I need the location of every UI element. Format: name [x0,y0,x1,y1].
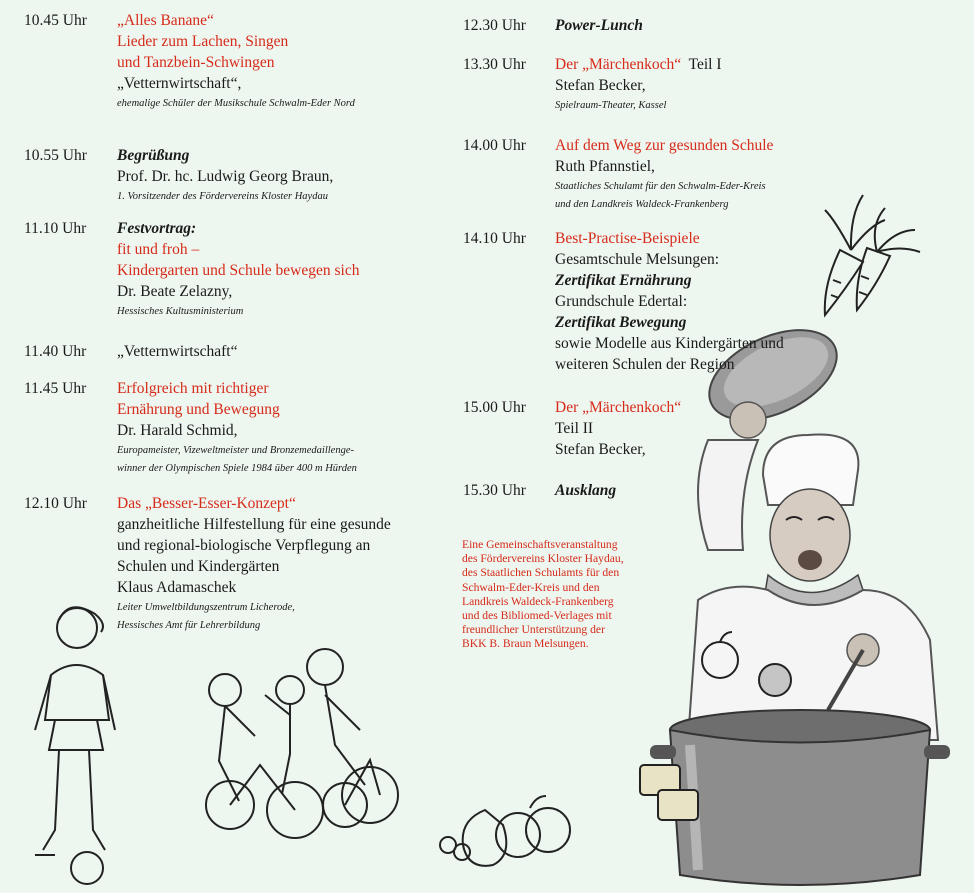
entry-line-text: Grundschule Edertal: [555,293,688,310]
entry-line-text: Hessisches Kultusministerium [117,306,244,317]
entry-line [555,75,968,96]
entry-line [117,460,455,477]
organizer-note-line: und des Bibliomed-Verlages mit [462,609,612,623]
entry-line [117,420,455,441]
entry-line-text: Teil II [555,420,594,437]
entry-line [117,341,455,362]
entry-line [117,188,455,205]
entry-line [117,535,455,556]
organizer-note-line: freundlicher Unterstützung der [462,623,605,637]
entry-line [117,514,455,535]
organizer-note-line: Landkreis Waldeck-Frankenberg [462,594,614,608]
entry-line [117,52,455,73]
entry-line-text: Europameister, Vizeweltmeister und Bronzemedaillenge- [117,445,354,456]
entry-line-text: Festvortrag: [117,220,197,237]
organizer-note [462,538,692,652]
entry-line [555,312,968,333]
entry-line [555,54,968,75]
entry-line [117,218,455,239]
entry-line-text: Leiter Umweltbildungszentrum Licherode, [117,602,295,613]
girl-soccer-icon [25,600,125,890]
entry-line [555,291,968,312]
entry-line-text: Lieder zum Lachen, Singen [117,33,289,50]
organizer-note-line: Schwalm-Eder-Kreis und den [462,580,600,594]
entry-line [555,354,968,375]
entry-line [117,10,455,31]
entry-line [555,178,968,195]
entry-content [117,378,455,477]
entry-time: 13.30 Uhr [463,56,526,73]
entry-time: 11.45 Uhr [24,380,87,397]
entry-line-text: Dr. Harald Schmid, [117,422,238,439]
organizer-note-line: des Staatlichen Schulamts für den [462,566,620,580]
entry-content [555,397,968,460]
entry-line-text: winner der Olympischen Spiele 1984 über 400 m Hürden [117,463,357,474]
entry-line-text: „Alles Banane“ [117,12,214,29]
entry-line [555,156,968,177]
entry-line [555,397,968,418]
entry-time: 10.55 Uhr [24,147,87,164]
entry-content [117,341,455,362]
entry-line-text: Klaus Adamaschek [117,579,237,596]
entry-line [555,196,968,213]
entry-line-text: Stefan Becker, [555,441,646,458]
entry-line-text: Staatliches Schulamt für den Schwalm-Eder-Kreis [555,181,766,192]
entry-line-text: Hessisches Amt für Lehrerbildung [117,620,261,631]
entry-time: 15.00 Uhr [463,399,526,416]
entry-line [117,617,455,634]
entry-line-text: Der „Märchenkoch“ [555,399,682,416]
entry-line [117,145,455,166]
entry-line-text: und regional-biologische Verpflegung an [117,537,371,554]
entry-line-text: Dr. Beate Zelazny, [117,283,233,300]
entry-line-text: Begrüßung [117,147,190,164]
entry-line-text: Spielraum-Theater, Kassel [555,100,667,111]
entry-content [555,228,968,375]
entry-content [117,218,455,320]
entry-line-text: Best-Practise-Beispiele [555,230,700,247]
entry-line-text: Prof. Dr. hc. Ludwig Georg Braun, [117,168,334,185]
entry-line [117,281,455,302]
entry-line-text: Kindergarten und Schule bewegen sich [117,262,360,279]
entry-line [117,73,455,94]
entry-line [117,577,455,598]
entry-line-text: „Vetternwirtschaft“, [117,75,242,92]
entry-line [117,493,455,514]
entry-time: 11.10 Uhr [24,220,87,237]
entry-line-text: ganzheitliche Hilfestellung für eine gesunde [117,516,391,533]
entry-line-text: 1. Vorsitzender des Fördervereins Kloster Haydau [117,191,328,202]
entry-line [555,97,968,114]
entry-time: 14.10 Uhr [463,230,526,247]
entry-content [117,493,455,634]
entry-content [555,135,968,213]
entry-content [555,54,968,114]
entry-line-text: Zertifikat Ernährung [555,272,692,289]
entry-line [555,439,968,460]
organizer-note-line: des Fördervereins Kloster Haydau, [462,552,624,566]
entry-line [555,15,968,36]
entry-line-text: Gesamtschule Melsungen: [555,251,720,268]
entry-time: 14.00 Uhr [463,137,526,154]
entry-line-text: Ruth Pfannstiel, [555,158,655,175]
entry-line [555,480,968,501]
entry-line [117,556,455,577]
fruit-icon [430,630,740,880]
entry-line [117,442,455,459]
entry-line [117,399,455,420]
entry-line-text: Das „Besser-Esser-Konzept“ [117,495,296,512]
cyclists-icon [195,645,405,845]
entry-line-text: und Tanzbein-Schwingen [117,54,275,71]
entry-line-text: Schulen und Kindergärten [117,558,280,575]
entry-line [555,135,968,156]
entry-line [555,270,968,291]
entry-line [117,599,455,616]
organizer-note-line: BKK B. Braun Melsungen. [462,637,589,651]
entry-line [555,228,968,249]
entry-content [555,480,968,501]
entry-line-text: „Vetternwirtschaft“ [117,343,238,360]
entry-content [117,145,455,205]
entry-line-text: Ernährung und Bewegung [117,401,280,418]
entry-line-text: Der „Märchenkoch“ [555,56,682,73]
entry-line-text: und den Landkreis Waldeck-Frankenberg [555,199,729,210]
entry-time: 10.45 Uhr [24,12,87,29]
entry-time: 11.40 Uhr [24,343,87,360]
entry-line [555,333,968,354]
entry-line [117,303,455,320]
entry-line [117,239,455,260]
entry-line-text: weiteren Schulen der Region [555,356,735,373]
entry-line-text: Ausklang [555,482,617,499]
entry-line [117,260,455,281]
entry-line-text: Zertifikat Bewegung [555,314,687,331]
entry-line-text: Stefan Becker, [555,77,646,94]
entry-line [555,249,968,270]
entry-line-suffix: Teil I [681,56,722,73]
entry-line-text: sowie Modelle aus Kindergärten und [555,335,784,352]
entry-line-text: Erfolgreich mit richtiger [117,380,269,397]
entry-line [117,95,455,112]
entry-line-text: Power-Lunch [555,17,643,34]
entry-content [555,15,968,36]
entry-line [117,378,455,399]
entry-line [117,166,455,187]
entry-line-text: fit und froh – [117,241,200,258]
entry-line-text: ehemalige Schüler der Musikschule Schwalm-Eder Nord [117,98,355,109]
entry-time: 12.10 Uhr [24,495,87,512]
entry-time: 12.30 Uhr [463,17,526,34]
entry-content [117,10,455,112]
entry-line-text: Auf dem Weg zur gesunden Schule [555,137,774,154]
entry-time: 15.30 Uhr [463,482,526,499]
organizer-note-line: Eine Gemeinschaftsveranstaltung [462,538,618,551]
entry-line [555,418,968,439]
entry-line [117,31,455,52]
